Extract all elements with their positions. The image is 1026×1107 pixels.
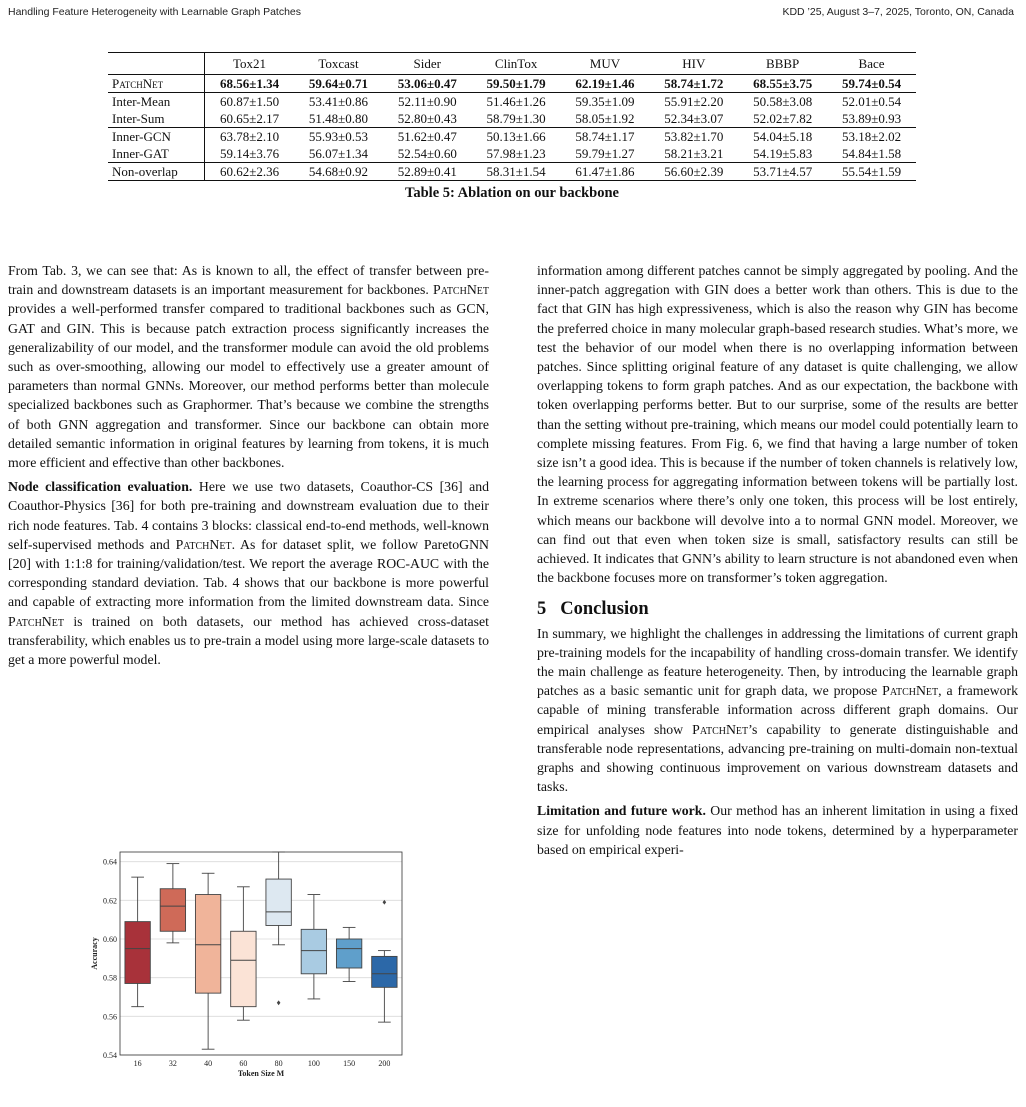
column-header: BBBP	[738, 53, 827, 75]
value-cell: 60.65±2.17	[219, 111, 280, 126]
x-tick-label: 32	[168, 1059, 177, 1068]
value-cell: 59.14±3.76	[219, 146, 280, 161]
x-tick-label: 80	[274, 1059, 283, 1068]
box-32	[160, 889, 185, 932]
right-column	[537, 261, 1018, 864]
y-tick-label: 0.56	[103, 1012, 117, 1022]
x-tick-label: 40	[204, 1059, 213, 1068]
value-cell: 54.84±1.58	[841, 146, 902, 161]
page-header	[8, 6, 1014, 22]
value-cell: 52.54±0.60	[397, 146, 457, 161]
value-cell: 68.56±1.34	[219, 76, 280, 91]
table-body	[108, 75, 916, 181]
value-cell: 54.19±5.83	[753, 146, 813, 161]
running-title: Handling Feature Heterogeneity with Learnable Graph Patches	[8, 6, 302, 18]
column-header: Tox21	[205, 53, 295, 75]
paragraph-conclusion: In summary, we highlight the challenges in addressing the limitations of current graph pre-training models for the incapability of handling cross-domain transfer. We identify the main challenge as feature heterogeneity. Then, by introducing the learnable graph patches as a basic semantic unit for graph data, we propose PatchNet, a framework capable of mining transferable information across different graph domains. Our empirical analyses show PatchNet’s capability to generate distinguishable and transferable node representations, advancing pre-training on multi-domain non-textual graphs and showing continuous improvement on various downstream datasets and tasks.	[537, 625, 1018, 795]
value-cell: 54.04±5.18	[738, 128, 827, 146]
method-name: PatchNet	[433, 282, 489, 298]
x-tick-label: 60	[239, 1059, 248, 1068]
value-cell: 58.74±1.72	[664, 76, 724, 91]
value-cell: 59.64±0.71	[308, 76, 368, 91]
value-cell: 52.34±3.07	[664, 111, 724, 126]
value-cell: 58.05±1.92	[575, 111, 635, 126]
value-cell: 60.87±1.50	[205, 93, 295, 111]
ablation-table	[108, 52, 916, 181]
value-cell: 53.89±0.93	[841, 111, 902, 126]
value-cell: 50.13±1.66	[472, 128, 561, 146]
token-size-boxplot-figure	[88, 848, 408, 1088]
conference-info: KDD ’25, August 3–7, 2025, Toronto, ON, Canada	[782, 6, 1014, 18]
column-header: Bace	[827, 53, 916, 75]
box-200	[372, 956, 397, 987]
paragraph-text: Here we use two datasets, Coauthor-CS [36] and Coauthor-Physics [36] for both pre-training and downstream evaluation due to their rich node features. Tab. 4 contains 3 blocks: classical end-to-end methods, well-known self-supervised methods and PatchNet. As for dataset split, we follow ParetoGNN [20] with 1:1:8 for training/validation/test. We report the average ROC-AUC with the corresponding standard deviation. Tab. 4 shows that our backbone is more powerful and capable of extracting more information from the limited downstream data. Since PatchNet is trained on both datasets, our method has achieved cross-dataset transferability, which enables us to pre-train a model using more large-scale datasets to get a more powerful model.	[8, 479, 490, 668]
value-cell: 57.98±1.23	[486, 146, 546, 161]
x-tick-label: 16	[133, 1059, 142, 1068]
value-cell: 50.58±3.08	[738, 93, 827, 111]
value-cell: 56.07±1.34	[308, 146, 368, 161]
run-in-heading: Node classification evaluation.	[8, 479, 193, 495]
paragraph-limitation	[537, 801, 1018, 859]
x-axis-label: Token Size M	[237, 1069, 285, 1078]
value-cell: 59.50±1.79	[486, 76, 546, 91]
value-cell: 58.31±1.54	[472, 163, 561, 181]
value-cell: 58.79±1.30	[486, 111, 546, 126]
value-cell: 53.18±2.02	[827, 128, 916, 146]
column-header: MUV	[561, 53, 650, 75]
x-tick-label: 200	[378, 1059, 391, 1068]
box-150	[336, 939, 361, 968]
method-cell: Inter-Mean	[108, 93, 205, 111]
y-tick-label: 0.54	[103, 1051, 117, 1060]
boxplot-chart	[88, 848, 408, 1088]
table-row	[108, 110, 916, 128]
table-header-row	[108, 53, 916, 75]
ablation-table-container	[108, 52, 916, 202]
value-cell: 53.82±1.70	[649, 128, 738, 146]
method-cell: Non-overlap	[108, 163, 205, 181]
table-corner-cell	[108, 53, 205, 75]
value-cell: 53.71±4.57	[738, 163, 827, 181]
table-row	[108, 128, 916, 146]
y-tick-label: 0.60	[103, 935, 117, 944]
table-row	[108, 163, 916, 181]
method-cell: Inner-GAT	[108, 145, 205, 163]
value-cell: 52.11±0.90	[383, 93, 472, 111]
value-cell: 53.41±0.86	[294, 93, 383, 111]
method-cell	[108, 75, 205, 93]
method-name: PatchNet	[8, 613, 64, 629]
value-cell: 59.35±1.09	[561, 93, 650, 111]
value-cell: 58.74±1.17	[561, 128, 650, 146]
column-header: Toxcast	[294, 53, 383, 75]
value-cell: 53.06±0.47	[397, 76, 457, 91]
value-cell: 52.02±7.82	[753, 111, 813, 126]
table-caption: Table 5: Ablation on our backbone	[405, 185, 619, 201]
table-row	[108, 93, 916, 111]
value-cell: 52.01±0.54	[827, 93, 916, 111]
x-tick-label: 100	[307, 1059, 320, 1068]
value-cell: 55.93±0.53	[294, 128, 383, 146]
table-row	[108, 145, 916, 163]
y-tick-label: 0.64	[103, 857, 117, 867]
paragraph-node-classification	[8, 477, 489, 669]
value-cell: 59.74±0.54	[841, 76, 902, 91]
outlier-point	[277, 1000, 281, 1005]
value-cell: 58.21±3.21	[664, 146, 724, 161]
method-name: PatchNet	[882, 683, 939, 699]
paragraph-backbone-transfer: From Tab. 3, we can see that: As is known to all, the effect of transfer between pre-train and downstream datasets is an important measurement for backbones. PatchNet provides a well-performed transfer compared to traditional backbones such as GCN, GAT and GIN. This is because patch extraction process significantly increases the generalizability of our model, and the transformer module can avoid the old problems such as over-smoothing, allowing our model to effectively use a greater amount of parameters than normal GNNs. Moreover, our method performs better than molecule specialized backbones such as Graphormer. That’s because we combine the strengths of both GNN aggregation and transformer. Since our backbone can obtain more detailed semantic information in original features by learning from tokens, it is much more efficient and effective than other backbones.	[8, 263, 489, 471]
method-name: PatchNet	[112, 76, 164, 91]
method-name: PatchNet	[175, 536, 232, 552]
run-in-heading: Limitation and future work.	[537, 803, 706, 819]
value-cell: 59.79±1.27	[575, 146, 635, 161]
section-number: 5	[537, 599, 547, 620]
column-header: ClinTox	[472, 53, 561, 75]
value-cell: 60.62±2.36	[205, 163, 295, 181]
value-cell: 54.68±0.92	[294, 163, 383, 181]
box-16	[125, 922, 150, 984]
method-cell: Inter-Sum	[108, 110, 205, 128]
value-cell: 68.55±3.75	[753, 76, 813, 91]
box-80	[266, 879, 291, 925]
value-cell: 55.91±2.20	[649, 93, 738, 111]
paragraph-ablation-discussion: information among different patches cannot be simply aggregated by pooling. And the inner-patch aggregation with GIN does a better work than others. This is due to the fact that GIN has high expressiveness, which is also the reason why GIN has become the preferred choice in many molecular graph-based research studies. What’s more, we test the behavior of our model when there is no overlapping information between patches. Since splitting original feature of any dataset is quite challenging, we allow overlapping tokens to form graph patches. And as our expectation, the backbone with token overlapping performs better. But to our surprise, some of the results are better than the setting without pre-training, which means our model could potentially learn to complete missing features. From Fig. 6, we find that having a large number of token size isn’t a good idea. This is because if the number of token channels is relatively low, the learning process for aggregating information between tokens will be partially lost. In extreme scenarios where there’s only one token, this process will be lost entirely, which means our backbone will devolve into a to normal GNN model. Moreover, we can find out that even when token size is small, satisfactory results can still be achieved. It indicates that GNN’s ability to learn structure is not abandoned even when the backbone focuses more on transformer’s token aggregation.	[537, 263, 1018, 586]
section-title: Conclusion	[560, 599, 649, 620]
y-tick-label: 0.58	[103, 973, 117, 983]
value-cell: 55.54±1.59	[827, 163, 916, 181]
box-40	[195, 895, 220, 994]
x-tick-label: 150	[343, 1059, 356, 1068]
value-cell: 62.19±1.46	[575, 76, 635, 91]
box-60	[231, 931, 256, 1006]
column-header: HIV	[649, 53, 738, 75]
value-cell: 61.47±1.86	[561, 163, 650, 181]
method-name: PatchNet	[692, 721, 749, 737]
method-cell: Inner-GCN	[108, 128, 205, 146]
value-cell: 51.46±1.26	[472, 93, 561, 111]
value-cell: 56.60±2.39	[649, 163, 738, 181]
value-cell: 52.89±0.41	[383, 163, 472, 181]
value-cell: 51.62±0.47	[383, 128, 472, 146]
section-heading-conclusion	[537, 600, 1018, 619]
left-column	[8, 261, 489, 674]
y-tick-label: 0.62	[103, 896, 117, 906]
value-cell: 63.78±2.10	[205, 128, 295, 146]
column-header: Sider	[383, 53, 472, 75]
value-cell: 51.48±0.80	[308, 111, 368, 126]
table-row	[108, 75, 916, 93]
y-axis-label: Accuracy	[90, 937, 99, 970]
box-100	[301, 929, 326, 973]
paragraph-text: Our method has an inherent limitation in using a fixed size for unfolding node features into node tokens, determined by a hyperparameter based on empirical experi-	[537, 803, 1018, 857]
value-cell: 52.80±0.43	[397, 111, 457, 126]
